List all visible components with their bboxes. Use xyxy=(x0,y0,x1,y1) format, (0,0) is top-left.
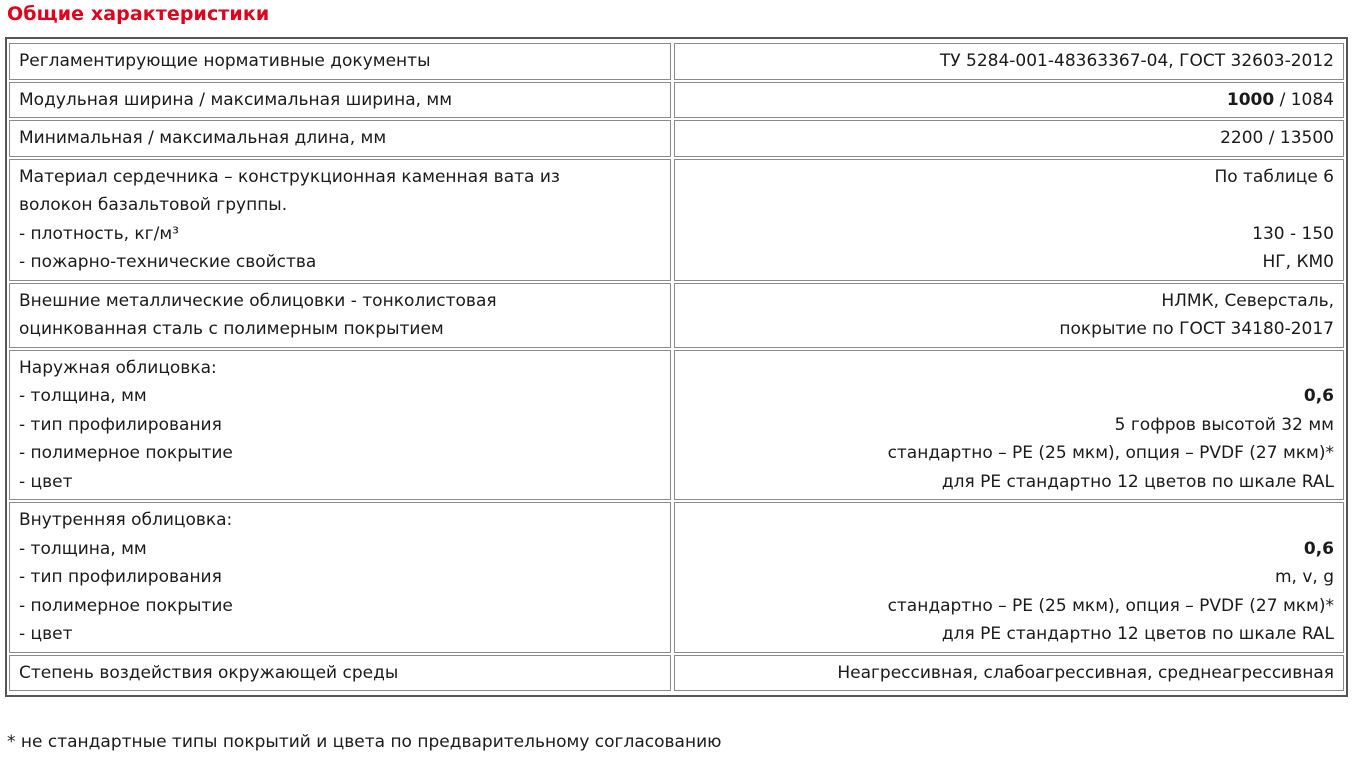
row-label-line: - толщина, мм xyxy=(19,538,147,559)
row-value-line xyxy=(685,354,1334,383)
table-row xyxy=(9,502,1344,653)
row-value-line: для PE стандартно 12 цветов по шкале RAL xyxy=(941,471,1334,492)
row-value-line xyxy=(685,506,1334,535)
row-label-line: - тип профилирования xyxy=(19,567,222,587)
row-label-line: Степень воздействия окружающей среды xyxy=(19,662,399,683)
max-width-value: / 1084 xyxy=(1274,89,1334,110)
table-row xyxy=(9,655,1344,692)
row-label-line: оцинкованная сталь с полимерным покрытием xyxy=(19,319,444,339)
row-label-line: - толщина, мм xyxy=(19,386,147,406)
row-label-line: Регламентирующие нормативные документы xyxy=(19,51,431,71)
row-value-cell xyxy=(674,283,1344,348)
row-label-line: - полимерное покрытие xyxy=(19,595,233,616)
characteristics-table xyxy=(9,41,1344,693)
row-value-cell xyxy=(674,43,1344,80)
table-row xyxy=(9,283,1344,348)
row-label-cell xyxy=(9,120,671,157)
section-title: Общие характеристики xyxy=(7,3,270,25)
row-label-line: Минимальная / максимальная длина, мм xyxy=(19,128,387,148)
row-value-line: стандартно – PE (25 мкм), опция – PVDF (27 мкм)* xyxy=(887,443,1334,463)
row-value-line: m, v, g xyxy=(1274,567,1334,587)
row-label-cell xyxy=(9,43,671,80)
row-label-line: - полимерное покрытие xyxy=(19,443,233,463)
row-label-line: Наружная облицовка: xyxy=(19,357,217,378)
row-value-line: покрытие по ГОСТ 34180-2017 xyxy=(1059,319,1334,339)
row-label-line: - пожарно-технические свойства xyxy=(19,252,317,272)
row-value-line: Неагрессивная, слабоагрессивная, среднеагрессивная xyxy=(837,662,1334,683)
table-row xyxy=(9,43,1344,80)
table-row xyxy=(9,350,1344,501)
inner-thickness-value: 0,6 xyxy=(1303,538,1334,559)
table-row xyxy=(9,82,1344,119)
row-label-cell xyxy=(9,82,671,119)
row-label-line: Внешние металлические облицовки - тонколистовая xyxy=(19,290,497,311)
row-label-cell xyxy=(9,655,671,692)
row-value-line: 5 гофров высотой 32 мм xyxy=(1114,414,1334,435)
characteristics-table-frame xyxy=(5,37,1348,697)
row-value-line: НГ, КМ0 xyxy=(1262,252,1334,272)
row-value-cell xyxy=(674,82,1344,119)
row-label-cell xyxy=(9,350,671,501)
row-value-cell xyxy=(674,655,1344,692)
row-label-line: - цвет xyxy=(19,624,73,644)
row-value-line xyxy=(685,86,1334,115)
row-value-line: 130 - 150 xyxy=(1252,223,1334,244)
row-label-cell xyxy=(9,159,671,281)
row-value-cell xyxy=(674,120,1344,157)
row-value-line: для PE стандартно 12 цветов по шкале RAL xyxy=(941,624,1334,644)
row-value-line: стандартно – PE (25 мкм), опция – PVDF (27 мкм)* xyxy=(887,595,1334,616)
row-label-line: Модульная ширина / максимальная ширина, мм xyxy=(19,89,453,110)
modular-width-value: 1000 xyxy=(1226,89,1275,110)
row-label-cell xyxy=(9,502,671,653)
outer-thickness-value: 0,6 xyxy=(1303,386,1334,406)
row-value-line: 2200 / 13500 xyxy=(1220,128,1334,148)
table-row xyxy=(9,159,1344,281)
row-label-line: - плотность, кг/м³ xyxy=(19,223,179,244)
footnote: * не стандартные типы покрытий и цвета по предварительному согласованию xyxy=(7,732,722,752)
row-value-line xyxy=(685,535,1334,564)
row-label-line: - цвет xyxy=(19,471,73,492)
row-value-cell xyxy=(674,159,1344,281)
row-value-line: ТУ 5284-001-48363367-04, ГОСТ 32603-2012 xyxy=(939,51,1334,71)
row-label-line: - тип профилирования xyxy=(19,414,222,435)
row-value-line xyxy=(685,382,1334,411)
row-label-line: Материал сердечника – конструкционная каменная вата из xyxy=(19,166,560,187)
row-value-line xyxy=(685,191,1334,220)
row-value-line: По таблице 6 xyxy=(1214,166,1334,187)
row-value-cell xyxy=(674,502,1344,653)
row-label-line: Внутренняя облицовка: xyxy=(19,510,233,530)
row-label-line: волокон базальтовой группы. xyxy=(19,195,288,215)
table-row xyxy=(9,120,1344,157)
row-value-line: НЛМК, Северсталь, xyxy=(1161,290,1334,311)
row-value-cell xyxy=(674,350,1344,501)
row-label-cell xyxy=(9,283,671,348)
